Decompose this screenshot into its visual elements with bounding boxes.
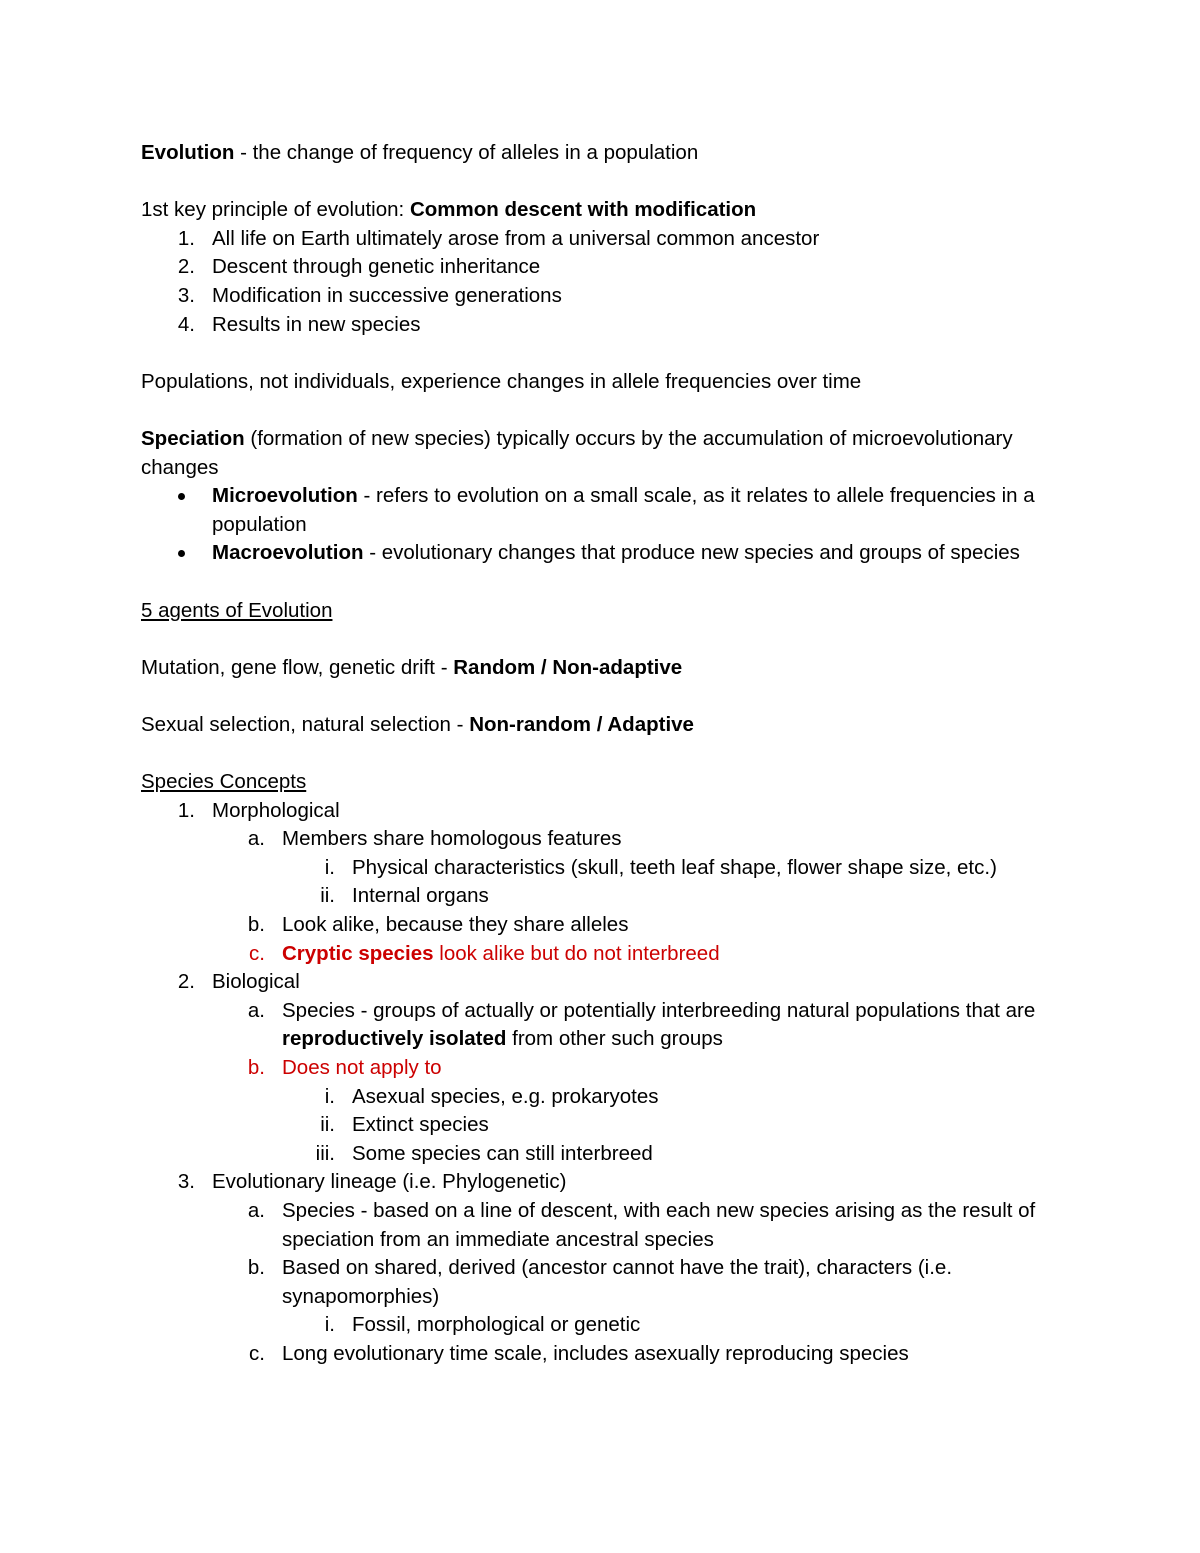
list-item — [141, 1340, 1071, 1369]
bullet-icon — [178, 493, 185, 500]
list-item — [141, 1254, 1071, 1311]
bullet-term: Microevolution — [212, 484, 358, 508]
populations-statement: Populations, not individuals, experience changes in allele frequencies over time — [141, 369, 862, 393]
list-marker: 2. — [177, 970, 195, 994]
list-item-text: Species - groups of actually or potentially interbreeding natural populations that are — [282, 998, 1036, 1022]
list-item — [141, 1311, 1071, 1340]
list-marker: c. — [249, 1341, 265, 1365]
list-item-text: Does not apply to — [282, 1056, 442, 1079]
list-item-text: Look alike, because they share alleles — [282, 913, 629, 937]
principle-intro: 1st key principle of evolution: — [141, 198, 410, 222]
document-body — [141, 139, 1071, 1369]
list-marker: ii. — [320, 884, 335, 908]
list-marker: c. — [249, 941, 265, 965]
agents-adaptive-text: Sexual selection, natural selection - — [141, 712, 470, 736]
list-item — [141, 797, 1071, 826]
list-marker: 1. — [177, 226, 195, 250]
list-item-text: Descent through genetic inheritance — [212, 255, 541, 279]
list-marker: iii. — [315, 1141, 335, 1165]
list-item — [141, 1083, 1071, 1112]
list-marker: 1. — [177, 798, 195, 822]
agents-adaptive-line — [141, 711, 1071, 740]
list-item-text: Based on shared, derived (ancestor cannot have the trait), characters (i.e. synapomorphies) — [282, 1256, 953, 1308]
list-item — [141, 997, 1071, 1054]
list-item — [141, 911, 1071, 940]
agents-random-text: Mutation, gene flow, genetic drift - — [141, 655, 454, 679]
list-item — [141, 1168, 1071, 1197]
principle-title: Common descent with modification — [409, 198, 757, 222]
bullet-item — [141, 482, 1071, 539]
list-item — [141, 282, 1071, 311]
speciation-paragraph — [141, 425, 1071, 482]
list-item — [141, 968, 1071, 997]
list-marker: 3. — [177, 283, 195, 307]
bullet-text: - refers to evolution on a small scale, as it relates to allele frequencies in a population — [212, 484, 1035, 536]
list-marker: b. — [247, 1256, 265, 1280]
agents-adaptive-label: Non-random / Adaptive — [469, 712, 694, 736]
bullet-term: Macroevolution — [212, 541, 364, 565]
list-item — [141, 854, 1071, 883]
list-item-text: from other such groups — [506, 1027, 723, 1051]
list-item-text: Modification in successive generations — [212, 283, 562, 307]
list-item-text: Species - based on a line of descent, with each new species arising as the result of speciation from an immediate ancestral species — [282, 1198, 1036, 1251]
list-item — [141, 825, 1071, 854]
list-item-text: Morphological — [212, 798, 340, 822]
evolution-definition-text: - the change of frequency of alleles in a population — [234, 141, 699, 164]
principle-line — [141, 196, 1071, 225]
speciation-term: Speciation — [141, 426, 245, 450]
list-item — [141, 1140, 1071, 1169]
list-item-text: Long evolutionary time scale, includes asexually reproducing species — [282, 1341, 909, 1365]
list-item-text: look alike but do not interbreed — [433, 941, 720, 965]
list-item-text: Asexual species, e.g. prokaryotes — [352, 1084, 659, 1108]
list-marker: a. — [247, 827, 265, 851]
list-marker: i. — [324, 855, 335, 879]
list-item-text: Evolutionary lineage (i.e. Phylogenetic) — [212, 1170, 567, 1194]
list-marker: 4. — [177, 312, 195, 336]
cryptic-species-term: Cryptic species — [282, 941, 434, 965]
list-marker: 3. — [177, 1170, 195, 1194]
list-item — [141, 1111, 1071, 1140]
list-item-text: Extinct species — [352, 1113, 489, 1137]
list-item-text: Members share homologous features — [282, 827, 622, 851]
bullet-item — [141, 539, 1071, 568]
agents-heading: 5 agents of Evolution — [141, 598, 333, 622]
bullet-icon — [178, 550, 185, 557]
list-marker: 2. — [177, 255, 195, 279]
list-item-text: Some species can still interbreed — [352, 1141, 653, 1165]
list-item-text: Results in new species — [212, 312, 421, 336]
reproductively-isolated-term: reproductively isolated — [282, 1027, 507, 1051]
list-item-text: Physical characteristics (skull, teeth leaf shape, flower shape size, etc.) — [352, 855, 997, 879]
agents-random-line — [141, 654, 1071, 683]
list-marker: i. — [324, 1084, 335, 1108]
list-marker: a. — [247, 998, 265, 1022]
list-item-text: Fossil, morphological or genetic — [352, 1313, 641, 1337]
list-item — [141, 311, 1071, 340]
speciation-text: (formation of new species) typically occurs by the accumulation of microevolutionary changes — [141, 426, 1013, 479]
list-item — [141, 253, 1071, 282]
evolution-term: Evolution — [141, 141, 235, 164]
bullet-text: - evolutionary changes that produce new species and groups of species — [363, 541, 1020, 565]
list-marker: i. — [324, 1313, 335, 1337]
list-marker: b. — [247, 1056, 265, 1079]
agents-random-label: Random / Non-adaptive — [453, 655, 683, 679]
list-item-text: Biological — [212, 970, 300, 994]
list-item-text: Internal organs — [352, 884, 489, 908]
list-marker: a. — [247, 1198, 265, 1222]
species-concepts-heading: Species Concepts — [141, 770, 307, 794]
list-marker: ii. — [320, 1113, 335, 1137]
list-marker: b. — [247, 913, 265, 937]
list-item — [141, 1054, 1071, 1083]
list-item — [141, 225, 1071, 254]
list-item-text: All life on Earth ultimately arose from a universal common ancestor — [212, 226, 820, 250]
evolution-definition — [141, 139, 1071, 168]
list-item — [141, 940, 1071, 969]
list-item — [141, 882, 1071, 911]
list-item — [141, 1197, 1071, 1254]
